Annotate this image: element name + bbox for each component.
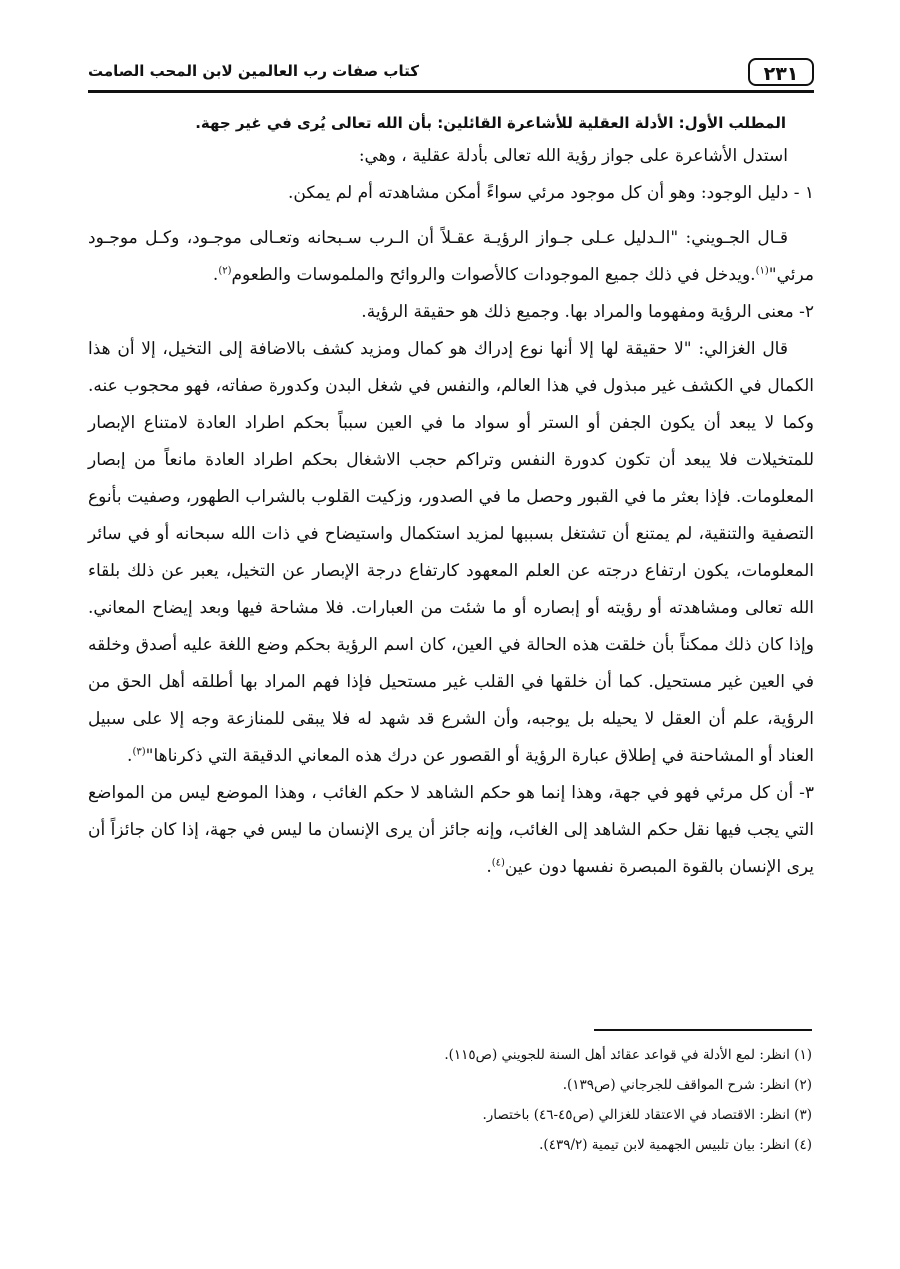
section-heading: المطلب الأول: الأدلة العقلية للأشاعرة القائلين: بأن الله تعالى يُرى في غير جهة. <box>195 114 786 132</box>
juwayni-end: . <box>212 265 219 285</box>
footnote-ref-3[interactable]: (٣) <box>132 746 146 758</box>
intro-paragraph: استدل الأشاعرة على جواز رؤية الله تعالى بأدلة عقلية ، وهي: <box>358 146 788 166</box>
header-rule <box>88 90 814 93</box>
point-3-text: ٣- أن كل مرئي فهو في جهة، وهذا إنما هو حكم الشاهد لا حكم الغائب ، وهذا الموضع ليس من المواضع التي يجب فيها نقل حكم الشاهد إلى الغائب، وإنه جائز أن يرى الإنسان ما ليس في جهة، إذا كان جائزاً أن يرى الإنسان بالقوة المبصرة نفسها دون عين <box>88 783 814 877</box>
footnote-ref-4[interactable]: (٤) <box>491 857 505 869</box>
footnote-ref-2[interactable]: (٢) <box>218 265 232 277</box>
point-3-end: . <box>486 857 492 877</box>
ghazali-quote: قال الغزالي: "لا حقيقة لها إلا أنها نوع إدراك هو كمال ومزيد كشف بالاضافة إلى التخيل، إلا أن هذا الكمال في الكشف غير مبذول في هذا العالم، والنفس في شغل البدن وكدورة صفاته، فهو محجوب عنه. وكما لا يبعد أن يكون الجفن أو الستر أو سواد ما في العين سبباً بحكم اطراد العادة لامتناع الإبصار للمتخيلات فلا يبعد أن تكون كدورة النفس وتراكم حجب الاشغال بحكم اطراد العادة مانعاً من إبصار المعلومات. فإذا بعثر ما في القبور وحصل ما في الصدور، وزكيت القلوب بالشراب الطهور، وصفيت بأنوع التصفية والتنقية، لم يمتنع أن تشتغل بسببها لمزيد استكمال واستيضاح في ذات الله سبحانه أو في سائر المعلومات، يكون ارتفاع درجته عن العلم المعهود كارتفاع درجة الإبصار عن التخيل، يعبر عن ذلك بلقاء الله تعالى ومشاهدته أو رؤيته أو إبصاره أو ما شئت من العبارات. فلا مشاحة فيها وبعد إيضاح المعاني. وإذا كان ذلك ممكناً بأن خلقت هذه الحالة في العين، كان اسم الرؤية بحكم وضع اللغة عليه أصدق وخلقه في العين غير مستحيل. كما أن خلقها في القلب غير مستحيل فإذا فهم المراد بها أطلقه أهل الحق من الرؤية، علم أن العقل لا يحيله بل يوجبه، وأن الشرع قد شهد له فلا يبقى للمنازعة وجه إلا على سبيل العناد أو المشاحنة في إطلاق عبارة الرؤية أو القصور عن درك هذه المعاني الدقيقة التي ذكرناها" <box>88 339 815 766</box>
footnote-ref-1[interactable]: (١) <box>755 265 769 277</box>
juwayni-quote: قـال الجـويني: "الـدليل عـلى جـواز الرؤيـة عقـلاً أن الـرب سـبحانه وتعـالى موجـود، وكـل موجـود مرئي" <box>88 228 814 285</box>
footnote-rule <box>594 1029 812 1031</box>
ghazali-end: . <box>127 746 133 766</box>
point-3-paragraph <box>88 775 814 886</box>
ghazali-paragraph <box>88 331 814 775</box>
footnote-3: (٣) انظر: الاقتصاد في الاعتقاد للغزالي (ص٤٥-٤٦) باختصار. <box>482 1107 812 1123</box>
running-title: كتاب صفات رب العالمين لابن المحب الصامت <box>88 62 419 80</box>
juwayni-paragraph <box>88 220 814 294</box>
footnote-4: (٤) انظر: بيان تلبيس الجهمية لابن تيمية (٤٣٩/٢). <box>539 1137 812 1153</box>
juwayni-continuation: .ويدخل في ذلك جميع الموجودات كالأصوات والروائح والملموسات والطعوم <box>231 265 756 285</box>
running-header <box>88 58 814 90</box>
footnotes <box>86 1040 812 1160</box>
page-number: ٢٣١ <box>748 58 814 86</box>
footnote-1: (١) انظر: لمع الأدلة في قواعد عقائد أهل السنة للجويني (ص١١٥). <box>444 1047 812 1063</box>
footnote-2: (٢) انظر: شرح المواقف للجرجاني (ص١٣٩). <box>562 1077 812 1093</box>
point-1-paragraph: ١ - دليل الوجود: وهو أن كل موجود مرئي سواءً أمكن مشاهدته أم لم يمكن. <box>288 183 814 203</box>
main-text <box>88 108 814 886</box>
point-2-paragraph: ٢- معنى الرؤية ومفهوما والمراد بها. وجميع ذلك هو حقيقة الرؤية. <box>361 302 814 322</box>
